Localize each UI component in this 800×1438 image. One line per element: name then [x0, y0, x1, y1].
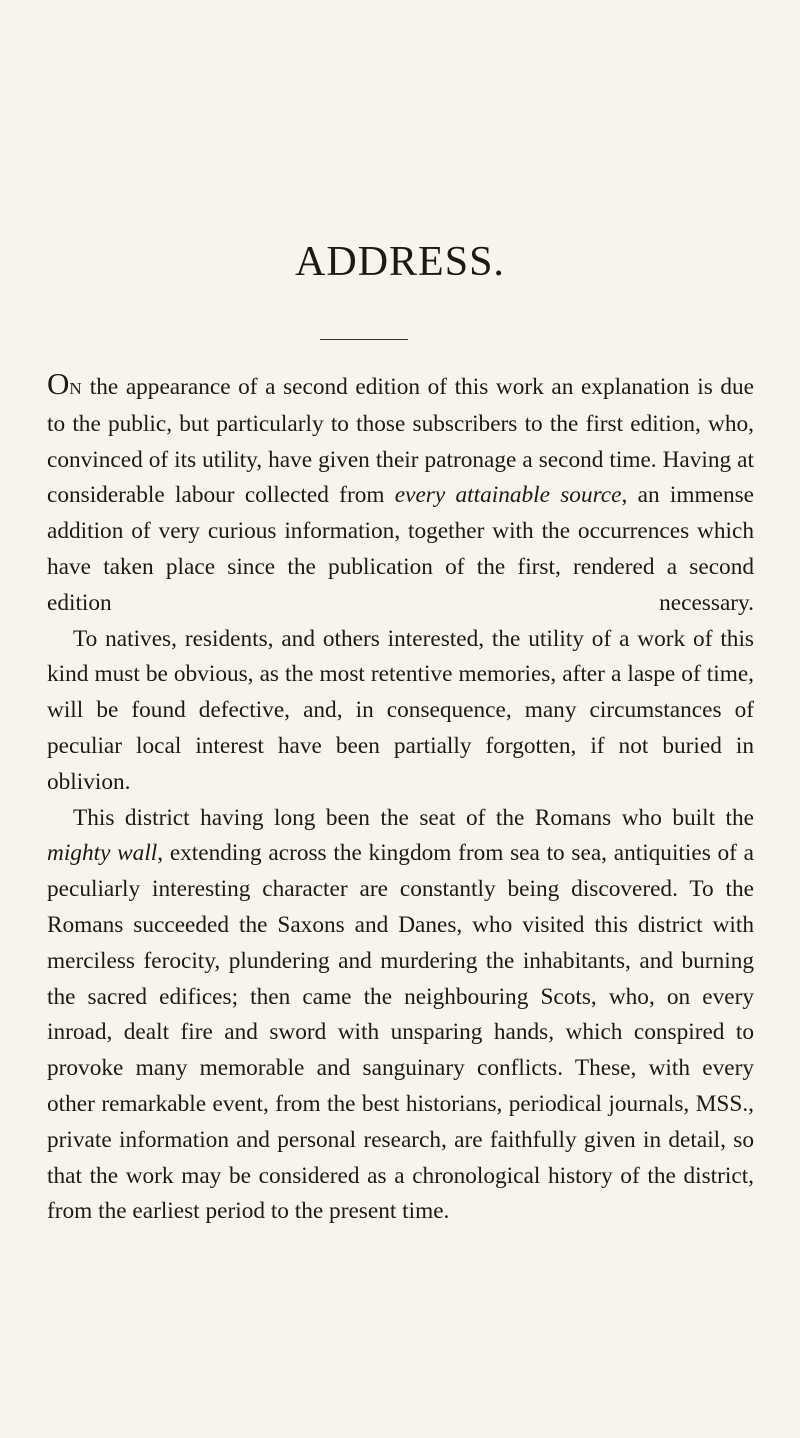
initial-capital: O — [47, 366, 70, 401]
paragraph-2: To natives, residents, and others interested, the utility of a work of this kind must be obvious, as the most retentive memories, after a laspe of time, will be found defective, and, in consequence, many circumstances of peculiar local interest have been partially forgotten, if not buried in oblivion. — [47, 625, 754, 795]
paragraph-3-text-a: This district having long been the seat of the Romans who built the — [73, 804, 754, 831]
paragraph-1-italic: every attainable source — [394, 482, 622, 509]
paragraph-1-text-a: the appearance of a second edition of this work an explanation is due to the public, but particularly to those subscribers to the first edition, who, convinced of its utility, have given their patronage a second time. Having at considerable labour collected from — [47, 374, 754, 509]
paragraph-1 — [47, 366, 754, 622]
paragraph-3-italic: mighty wall — [47, 840, 158, 867]
initial-small-caps: N — [69, 379, 83, 398]
title-divider — [320, 339, 408, 340]
paragraph-3-text-b: , extending across the kingdom from sea to sea, antiquities of a peculiarly interesting character are constantly being discovered. To the Romans succeeded the Saxons and Danes, who visited this district with merciless ferocity, plundering and murdering the inhabitants, and burning the sacred edifices; then came the neighbouring Scots, who, on every inroad, dealt fire and sword with unsparing hands, which conspired to provoke many memorable and sanguinary conflicts. These, with every other remarkable event, from the best historians, periodical journals, MSS., private information and personal research, are faithfully given in detail, so that the work may be considered as a chronological history of the district, from the earliest period to the present time. — [47, 840, 754, 1225]
paragraph-3 — [47, 801, 754, 1231]
paragraph-1-text-b: , an immense addition of very curious information, together with the occurrences which have taken place since the publication of the first, rendered a second edition necessary. — [47, 482, 755, 616]
body-text — [47, 366, 754, 1230]
page-title: ADDRESS. — [295, 239, 505, 285]
